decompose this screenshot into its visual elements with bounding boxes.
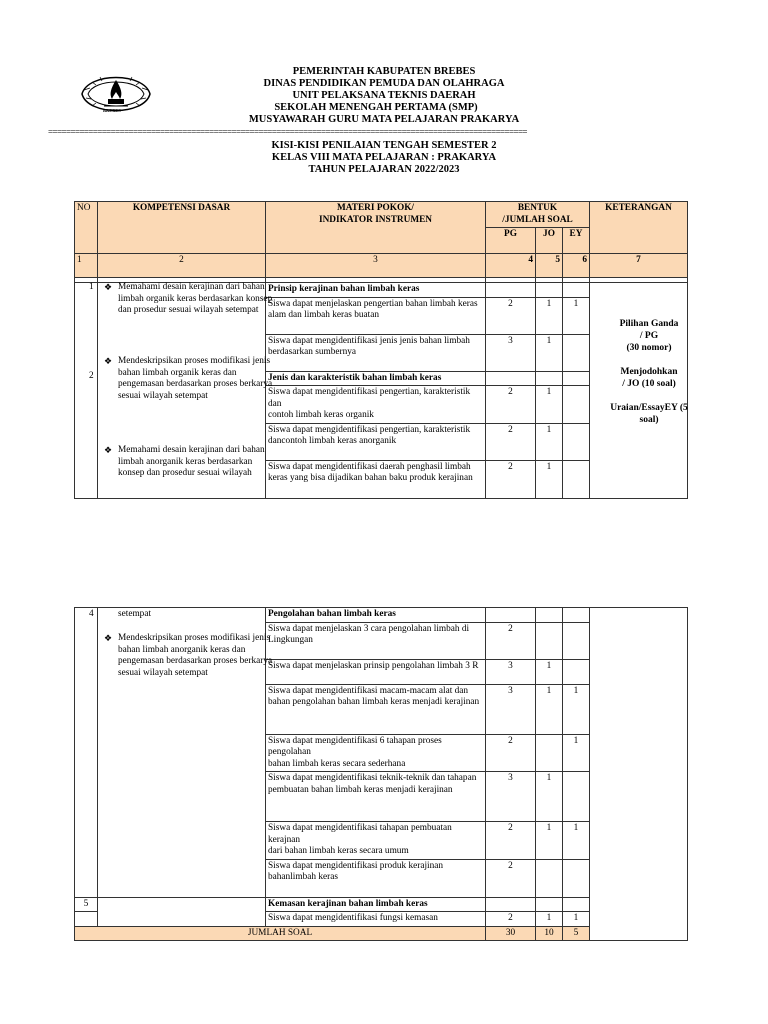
col-header-materi-line2: INDIKATOR INSTRUMEN bbox=[318, 214, 433, 225]
materi2-row-4: Siswa dapat mengidentifikasi macam-macam alat dan bahan pengolahan bahan limbah keras menjadi kerajinan bbox=[266, 684, 486, 734]
total-ey: 5 bbox=[563, 926, 590, 941]
col-header-bentuk bbox=[486, 202, 590, 228]
materi-row-7: Siswa dapat mengidentifikasi daerah penghasil limbah keras yang bisa dijadikan bahan baku produk kerajinan bbox=[266, 460, 486, 498]
pg-row-6: 2 bbox=[486, 423, 536, 460]
header-line-1: PEMERINTAH KABUPATEN BREBES bbox=[292, 66, 476, 77]
ey-row-5 bbox=[563, 386, 590, 424]
materi2-row-5: Siswa dapat mengidentifikasi 6 tahapan proses pengolahan bahan limbah keras secara sederhana bbox=[266, 734, 486, 772]
ey2-row-8 bbox=[563, 859, 590, 897]
ey-row-3 bbox=[563, 334, 590, 371]
materi-row-2: Siswa dapat menjelaskan pengertian bahan limbah keras alam dan limbah keras buatan bbox=[266, 297, 486, 334]
materi2-row-6: Siswa dapat mengidentifikasi teknik-teknik dan tahapan pembuatan bahan limbah keras menjadi kerajinan bbox=[266, 772, 486, 822]
pg2-row-2: 2 bbox=[486, 622, 536, 659]
materi2-row-10: Siswa dapat mengidentifikasi fungsi kemasan bbox=[266, 912, 486, 927]
materi-row-6: Siswa dapat mengidentifikasi pengertian, karakteristik dancontoh limbah keras anorganik bbox=[266, 423, 486, 460]
no-cell-page2 bbox=[75, 608, 98, 898]
jo2-row-5 bbox=[536, 734, 563, 772]
ey2-row-2 bbox=[563, 622, 590, 659]
col-header-jo: JO bbox=[536, 228, 563, 254]
header-line-4: SEKOLAH MENENGAH PERTAMA (SMP) bbox=[274, 102, 478, 113]
keterangan-text bbox=[601, 318, 697, 426]
col-header-materi bbox=[266, 202, 486, 254]
col-header-bentuk-line2: /JUMLAH SOAL bbox=[502, 214, 573, 225]
ey2-row-3 bbox=[563, 659, 590, 684]
col-number-2: 2 bbox=[98, 254, 266, 278]
col-number-7: 7 bbox=[590, 254, 688, 278]
ey2-row-4: 1 bbox=[563, 684, 590, 734]
row-number-5: 5 bbox=[75, 897, 98, 912]
ket-pg-3: (30 nomor) bbox=[626, 343, 672, 353]
row-number-2: 2 bbox=[89, 371, 94, 381]
total-label: JUMLAH SOAL bbox=[75, 926, 486, 941]
pg2-row-4: 3 bbox=[486, 684, 536, 734]
pg2-row-7: 2 bbox=[486, 822, 536, 860]
kd-item-2-text: Mendeskripsikan proses modifikasi jenis bahan limbah organik keras dan pengemasan berdasarkan proses berkarya sesuai wilayah setempat bbox=[118, 356, 273, 401]
kd-continuation: setempat bbox=[118, 609, 152, 619]
jo2-row-4: 1 bbox=[536, 684, 563, 734]
row-number-1: 1 bbox=[89, 282, 94, 292]
pg-row-7: 2 bbox=[486, 460, 536, 498]
bullet-diamond-icon: ❖ bbox=[104, 282, 113, 292]
ket-ey-2: soal) bbox=[639, 415, 659, 425]
kd-item-4 bbox=[104, 633, 276, 679]
col-number-6: 6 bbox=[563, 254, 590, 278]
bullet-diamond-icon: ❖ bbox=[104, 445, 113, 455]
jo-row-7: 1 bbox=[536, 460, 563, 498]
jo2-row-10: 1 bbox=[536, 912, 563, 927]
materi-row-5: Siswa dapat mengidentifikasi pengertian, karakteristik dan contoh limbah keras organik bbox=[266, 386, 486, 424]
pg2-row-3: 3 bbox=[486, 659, 536, 684]
jo-row-3: 1 bbox=[536, 334, 563, 371]
header-line-2: DINAS PENDIDIKAN PEMUDA DAN OLAHRAGA bbox=[263, 78, 505, 89]
kd-item-1-text: Memahami desain kerajinan dari bahan limbah organik keras berdasarkan konsep dan prosedur sesuai wilayah setempat bbox=[118, 282, 273, 315]
materi2-row-1: Pengolahan bahan limbah keras bbox=[266, 608, 486, 623]
col-header-materi-line1: MATERI POKOK/ bbox=[336, 203, 415, 213]
pg-row-2: 2 bbox=[486, 297, 536, 334]
materi2-row-9: Kemasan kerajinan bahan limbah keras bbox=[266, 897, 486, 912]
kd-item-2 bbox=[104, 356, 276, 402]
no-cell-page1 bbox=[75, 283, 98, 499]
jo-row-6: 1 bbox=[536, 423, 563, 460]
header-separator: =========================================================================================================== bbox=[48, 128, 527, 136]
ey2-row-10: 1 bbox=[563, 912, 590, 927]
col-header-pg: PG bbox=[486, 228, 536, 254]
jo2-row-3: 1 bbox=[536, 659, 563, 684]
pg-row-3: 3 bbox=[486, 334, 536, 371]
bullet-diamond-icon: ❖ bbox=[104, 356, 113, 366]
jo-row-2: 1 bbox=[536, 297, 563, 334]
materi2-row-3: Siswa dapat menjelaskan prinsip pengolahan limbah 3 R bbox=[266, 659, 486, 684]
header-line-3: UNIT PELAKSANA TEKNIS DAERAH bbox=[292, 90, 476, 101]
document-title-2: KELAS VIII MATA PELAJARAN : PRAKARYA bbox=[271, 152, 497, 163]
materi-row-1: Prinsip kerajinan bahan limbah keras bbox=[266, 283, 486, 298]
kd-item-3 bbox=[104, 445, 276, 480]
ket-jo-1: Menjodohkan bbox=[620, 367, 678, 377]
col-header-bentuk-line1: BENTUK bbox=[517, 203, 558, 213]
document-title-1: KISI-KISI PENILAIAN TENGAH SEMESTER 2 bbox=[271, 140, 497, 151]
col-header-no: NO bbox=[75, 202, 98, 254]
materi-row-3: Siswa dapat mengidentifikasi jenis jenis bahan limbah berdasarkan sumbernya bbox=[266, 334, 486, 371]
kd-item-4-text: Mendeskripsikan proses modifikasi jenis bahan limbah anorganik keras dan pengemasan berdasarkan proses berkarya sesuai wilayah setempat bbox=[118, 633, 273, 678]
keterangan-cell-page2 bbox=[590, 608, 688, 941]
materi2-row-2: Siswa dapat menjelaskan 3 cara pengolahan limbah di Lingkungan bbox=[266, 622, 486, 659]
ey2-row-6 bbox=[563, 772, 590, 822]
col-header-ey: EY bbox=[563, 228, 590, 254]
ey-row-7 bbox=[563, 460, 590, 498]
row-number-4: 4 bbox=[89, 609, 94, 619]
document-title-3: TAHUN PELAJARAN 2022/2023 bbox=[308, 164, 460, 175]
ey2-row-7: 1 bbox=[563, 822, 590, 860]
col-number-5: 5 bbox=[536, 254, 563, 278]
materi2-row-8: Siswa dapat mengidentifikasi produk kerajinan bahanlimbah keras bbox=[266, 859, 486, 897]
ket-ey-1: Uraian/EssayEY (5 bbox=[610, 403, 688, 413]
header-line-5: MUSYAWARAH GURU MATA PELAJARAN PRAKARYA bbox=[248, 114, 520, 125]
pg2-row-10: 2 bbox=[486, 912, 536, 927]
jo2-row-2 bbox=[536, 622, 563, 659]
ey2-row-5: 1 bbox=[563, 734, 590, 772]
total-jo: 10 bbox=[536, 926, 563, 941]
col-header-keterangan: KETERANGAN bbox=[590, 202, 688, 254]
materi-row-4: Jenis dan karakteristik bahan limbah keras bbox=[266, 371, 486, 386]
total-pg: 30 bbox=[486, 926, 536, 941]
ket-pg-1: Pilihan Ganda bbox=[619, 319, 679, 329]
bullet-diamond-icon: ❖ bbox=[104, 633, 113, 643]
ket-pg-2: / PG bbox=[639, 331, 659, 341]
jo2-row-6: 1 bbox=[536, 772, 563, 822]
pg-row-5: 2 bbox=[486, 386, 536, 424]
jo2-row-8 bbox=[536, 859, 563, 897]
logo-text: BREBES bbox=[103, 108, 121, 113]
kd-item-3-text: Memahami desain kerajinan dari bahan limbah anorganik keras berdasarkan konsep dan prosedur sesuai wilayah bbox=[118, 445, 265, 478]
jo-row-5: 1 bbox=[536, 386, 563, 424]
ey-row-2: 1 bbox=[563, 297, 590, 334]
ket-jo-2: / JO (10 soal) bbox=[622, 379, 676, 389]
col-number-3: 3 bbox=[266, 254, 486, 278]
pg2-row-6: 3 bbox=[486, 772, 536, 822]
kd-cell-page2b bbox=[98, 897, 266, 926]
col-number-4: 4 bbox=[486, 254, 536, 278]
jo2-row-7: 1 bbox=[536, 822, 563, 860]
col-header-kd: KOMPETENSI DASAR bbox=[98, 202, 266, 254]
materi2-row-7: Siswa dapat mengidentifikasi tahapan pembuatan kerajnan dari bahan limbah keras secara umum bbox=[266, 822, 486, 860]
kd-item-1 bbox=[104, 282, 276, 317]
ey-row-6 bbox=[563, 423, 590, 460]
pg2-row-8: 2 bbox=[486, 859, 536, 897]
col-number-1: 1 bbox=[75, 254, 98, 278]
pg2-row-5: 2 bbox=[486, 734, 536, 772]
